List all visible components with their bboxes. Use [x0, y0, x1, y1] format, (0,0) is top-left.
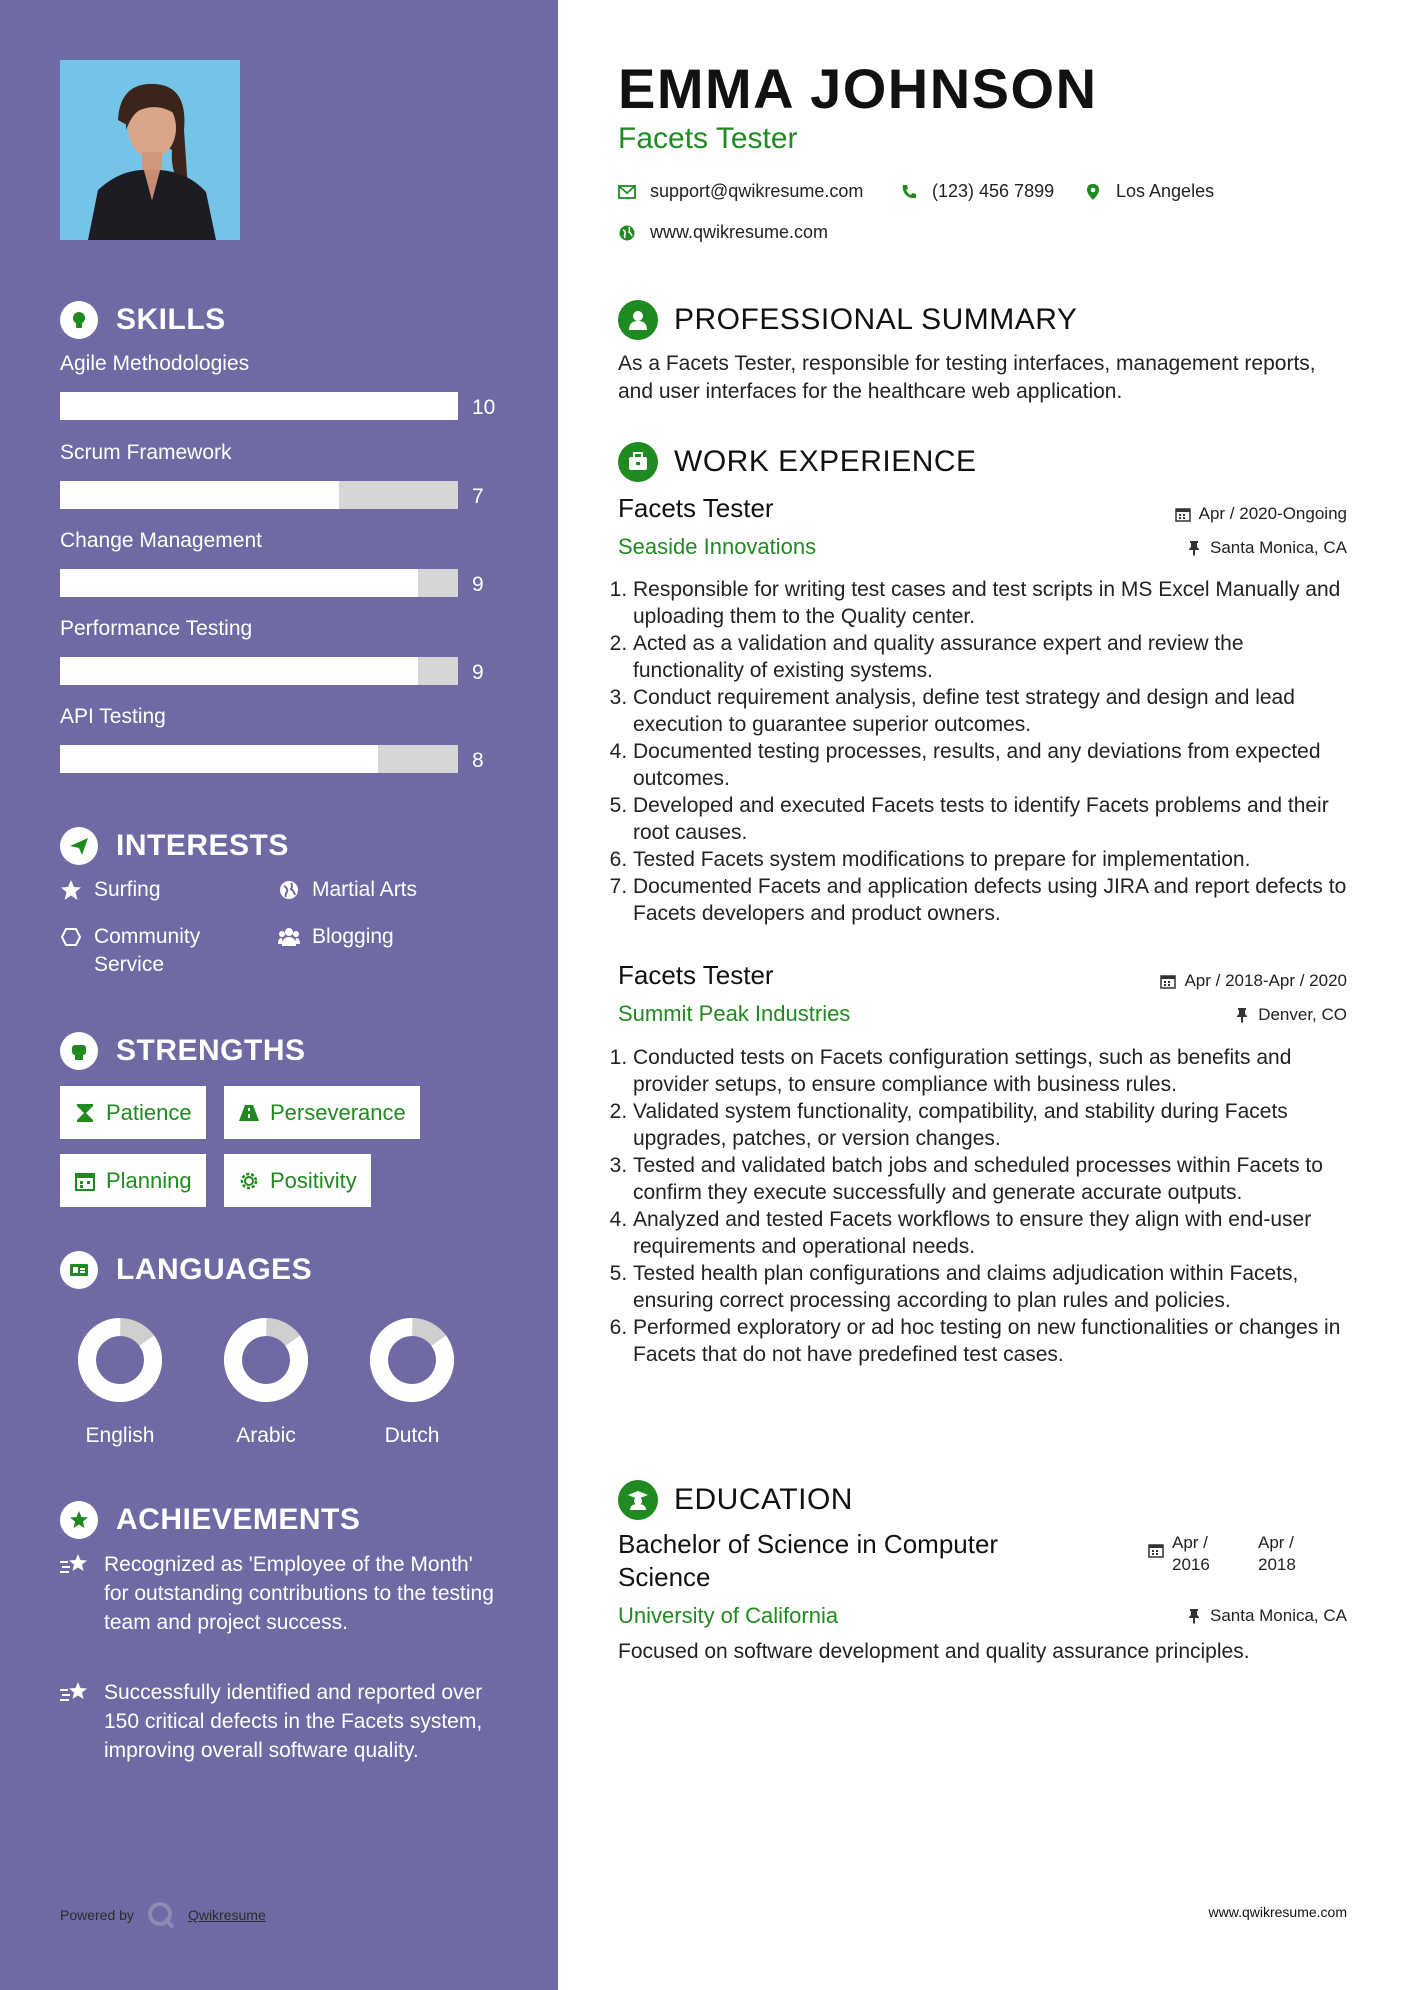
skill-name: Agile Methodologies — [60, 352, 250, 375]
duty-item: 1. Conducted tests on Facets configuration settings, such as benefits and provider setups, to ensure compliance with business rules. — [633, 1044, 1350, 1098]
pushpin-icon — [1234, 1007, 1250, 1023]
skill-item — [60, 441, 500, 508]
duty-item: 4. Analyzed and tested Facets workflows to ensure they align with end-user requirements and operational needs. — [633, 1206, 1350, 1260]
calendar-icon — [1175, 506, 1191, 522]
profile-photo — [60, 60, 240, 240]
globe-icon — [278, 879, 300, 901]
interest-label: Blogging — [312, 925, 394, 948]
graduate-icon — [618, 1480, 658, 1520]
job-duties — [610, 576, 1350, 927]
lightbulb-icon — [60, 301, 98, 339]
skill-bar-fill — [60, 481, 339, 509]
language-donut — [76, 1316, 164, 1404]
education-degree: Bachelor of Science in Computer Science — [618, 1529, 999, 1592]
strength-badge — [224, 1154, 371, 1207]
achievement-text: Recognized as 'Employee of the Month' for outstanding contributions to the testing team and project success. — [104, 1553, 494, 1634]
education-description: Focused on software development and quality assurance principles. — [618, 1640, 1250, 1663]
calendar-icon — [1148, 1542, 1164, 1558]
duty-item: 6. Tested Facets system modifications to prepare for implementation. — [633, 846, 1350, 873]
language-donut-fill — [76, 1316, 164, 1404]
interest-item — [60, 923, 260, 979]
job-title: Facets Tester — [618, 493, 774, 523]
phone-icon — [900, 183, 918, 201]
user-icon — [618, 300, 658, 340]
duty-item: 2. Acted as a validation and quality assurance expert and review the functionality of existing systems. — [633, 630, 1350, 684]
interest-item — [278, 876, 417, 904]
calendar-icon — [1160, 973, 1176, 989]
achievement-text: Successfully identified and reported over 150 critical defects in the Facets system, improving overall software quality. — [104, 1681, 483, 1762]
skill-value: 8 — [472, 749, 484, 772]
education-school: University of California — [618, 1603, 839, 1628]
skill-bar — [60, 481, 458, 509]
skill-value: 10 — [472, 396, 496, 419]
skill-bar — [60, 392, 458, 420]
contact-website: www.qwikresume.com — [618, 222, 828, 243]
language-donut-fill — [222, 1316, 310, 1404]
briefcase-icon — [618, 442, 658, 482]
contact-phone: (123) 456 7899 — [900, 181, 1054, 202]
language-donut — [222, 1316, 310, 1404]
contact-location: Los Angeles — [1084, 181, 1214, 202]
achievement-item — [60, 1678, 500, 1765]
language-item — [352, 1316, 472, 1448]
paper-plane-icon — [60, 827, 98, 865]
footer-url[interactable]: www.qwikresume.com — [1208, 1904, 1347, 1920]
job-duties — [610, 1044, 1350, 1368]
gear-icon — [238, 1170, 260, 1192]
users-icon — [278, 926, 300, 948]
language-icon — [60, 1251, 98, 1289]
fist-icon — [60, 1032, 98, 1070]
duty-item: 1. Responsible for writing test cases and test scripts in MS Excel Manually and uploading them to the Quality center. — [633, 576, 1350, 630]
education-start: Apr / 2016 — [1172, 1533, 1210, 1574]
skill-bar-fill — [60, 392, 458, 420]
skill-bar — [60, 745, 458, 773]
duty-item: 4. Documented testing processes, results, and any deviations from expected outcomes. — [633, 738, 1350, 792]
skill-item — [60, 352, 500, 419]
job-location: Denver, CO — [1234, 1005, 1347, 1025]
main-content — [558, 0, 1407, 1990]
language-label: Arabic — [236, 1424, 296, 1447]
achievement-item — [60, 1550, 500, 1637]
education-end: Apr / 2018 — [1258, 1533, 1296, 1574]
job-dates: Apr / 2020-Ongoing — [1175, 504, 1347, 524]
duty-item: 2. Validated system functionality, compatibility, and stability during Facets upgrades, patches, or version changes. — [633, 1098, 1350, 1152]
job-location: Santa Monica, CA — [1186, 538, 1347, 558]
skill-item — [60, 529, 500, 596]
interest-item — [60, 876, 161, 904]
strength-label: Patience — [106, 1099, 192, 1125]
language-label: Dutch — [384, 1424, 440, 1447]
sidebar — [0, 0, 558, 1990]
pushpin-icon — [1186, 1608, 1202, 1624]
hexagon-icon — [60, 926, 82, 948]
calendar-icon — [74, 1170, 96, 1192]
duty-item: 6. Performed exploratory or ad hoc testing on new functionalities or changes in Facets that do not have predefined test cases. — [633, 1314, 1350, 1368]
language-donut-fill — [368, 1316, 456, 1404]
qwikresume-logo-icon — [146, 1900, 176, 1930]
interest-item — [278, 923, 394, 951]
globe-icon — [618, 224, 636, 242]
language-item — [60, 1316, 180, 1448]
skill-bar-fill — [60, 569, 418, 597]
candidate-name: EMMA JOHNSON — [618, 57, 1098, 120]
achievements-heading: ACHIEVEMENTS — [60, 1501, 360, 1539]
interests-heading: INTERESTS — [60, 827, 289, 865]
qwikresume-link[interactable]: Qwikresume — [187, 1907, 266, 1923]
job-title: Facets Tester — [618, 960, 774, 990]
strength-badge — [60, 1154, 206, 1207]
strength-badge — [224, 1086, 420, 1139]
education-dates — [1148, 1532, 1324, 1576]
strength-label: Positivity — [270, 1167, 357, 1193]
language-label: English — [85, 1424, 155, 1447]
skill-bar-fill — [60, 745, 378, 773]
interest-label: Surfing — [94, 878, 161, 901]
language-item — [206, 1316, 326, 1448]
skill-bar-fill — [60, 657, 418, 685]
skill-name: Change Management — [60, 529, 262, 552]
skills-heading: SKILLS — [60, 301, 226, 339]
skill-value: 7 — [472, 485, 484, 508]
job-company: Seaside Innovations — [618, 534, 817, 559]
education-location: Santa Monica, CA — [1186, 1606, 1347, 1626]
powered-by — [60, 1900, 266, 1930]
skill-name: Scrum Framework — [60, 441, 232, 464]
hourglass-icon — [74, 1102, 96, 1124]
skill-bar — [60, 569, 458, 597]
skill-item — [60, 705, 500, 772]
powered-by-label: Powered by — [60, 1907, 134, 1923]
star-icon — [60, 879, 82, 901]
job-company: Summit Peak Industries — [618, 1001, 851, 1026]
map-pin-icon — [1084, 183, 1102, 201]
duty-item: 3. Tested and validated batch jobs and scheduled processes within Facets to confirm they execute successfully and generate accurate outputs. — [633, 1152, 1350, 1206]
strength-label: Perseverance — [270, 1099, 406, 1125]
education-heading: EDUCATION — [618, 1480, 853, 1520]
work-heading: WORK EXPERIENCE — [618, 442, 977, 482]
language-donut — [368, 1316, 456, 1404]
skill-value: 9 — [472, 573, 484, 596]
interest-label: Martial Arts — [312, 878, 418, 901]
skill-name: Performance Testing — [60, 617, 253, 640]
pushpin-icon — [1186, 540, 1202, 556]
skill-bar — [60, 657, 458, 685]
skill-value: 9 — [472, 661, 484, 684]
strength-label: Planning — [106, 1167, 192, 1193]
envelope-icon — [618, 183, 636, 201]
duty-item: 3. Conduct requirement analysis, define test strategy and design and lead execution to guarantee superior outcomes. — [633, 684, 1350, 738]
award-star-icon — [60, 1501, 98, 1539]
job-dates: Apr / 2018-Apr / 2020 — [1160, 971, 1347, 991]
road-icon — [238, 1102, 260, 1124]
interest-label: Community Service — [94, 925, 201, 976]
summary-text: As a Facets Tester, responsible for testing interfaces, management reports, and user interfaces for the healthcare web application. — [618, 352, 1316, 403]
duty-item: 5. Developed and executed Facets tests to identify Facets problems and their root causes. — [633, 792, 1350, 846]
skill-name: API Testing — [60, 705, 166, 728]
strengths-heading: STRENGTHS — [60, 1032, 306, 1070]
contact-email: support@qwikresume.com — [618, 181, 863, 202]
summary-heading: PROFESSIONAL SUMMARY — [618, 300, 1077, 340]
skill-item — [60, 617, 500, 684]
candidate-title: Facets Tester — [618, 122, 798, 155]
shooting-star-icon — [60, 1552, 90, 1578]
duty-item: 5. Tested health plan configurations and claims adjudication within Facets, ensuring correct processing according to plan rules and policies. — [633, 1260, 1350, 1314]
duty-item: 7. Documented Facets and application defects using JIRA and report defects to Facets developers and product owners. — [633, 873, 1350, 927]
strength-badge — [60, 1086, 206, 1139]
languages-heading: LANGUAGES — [60, 1251, 312, 1289]
shooting-star-icon — [60, 1680, 90, 1706]
